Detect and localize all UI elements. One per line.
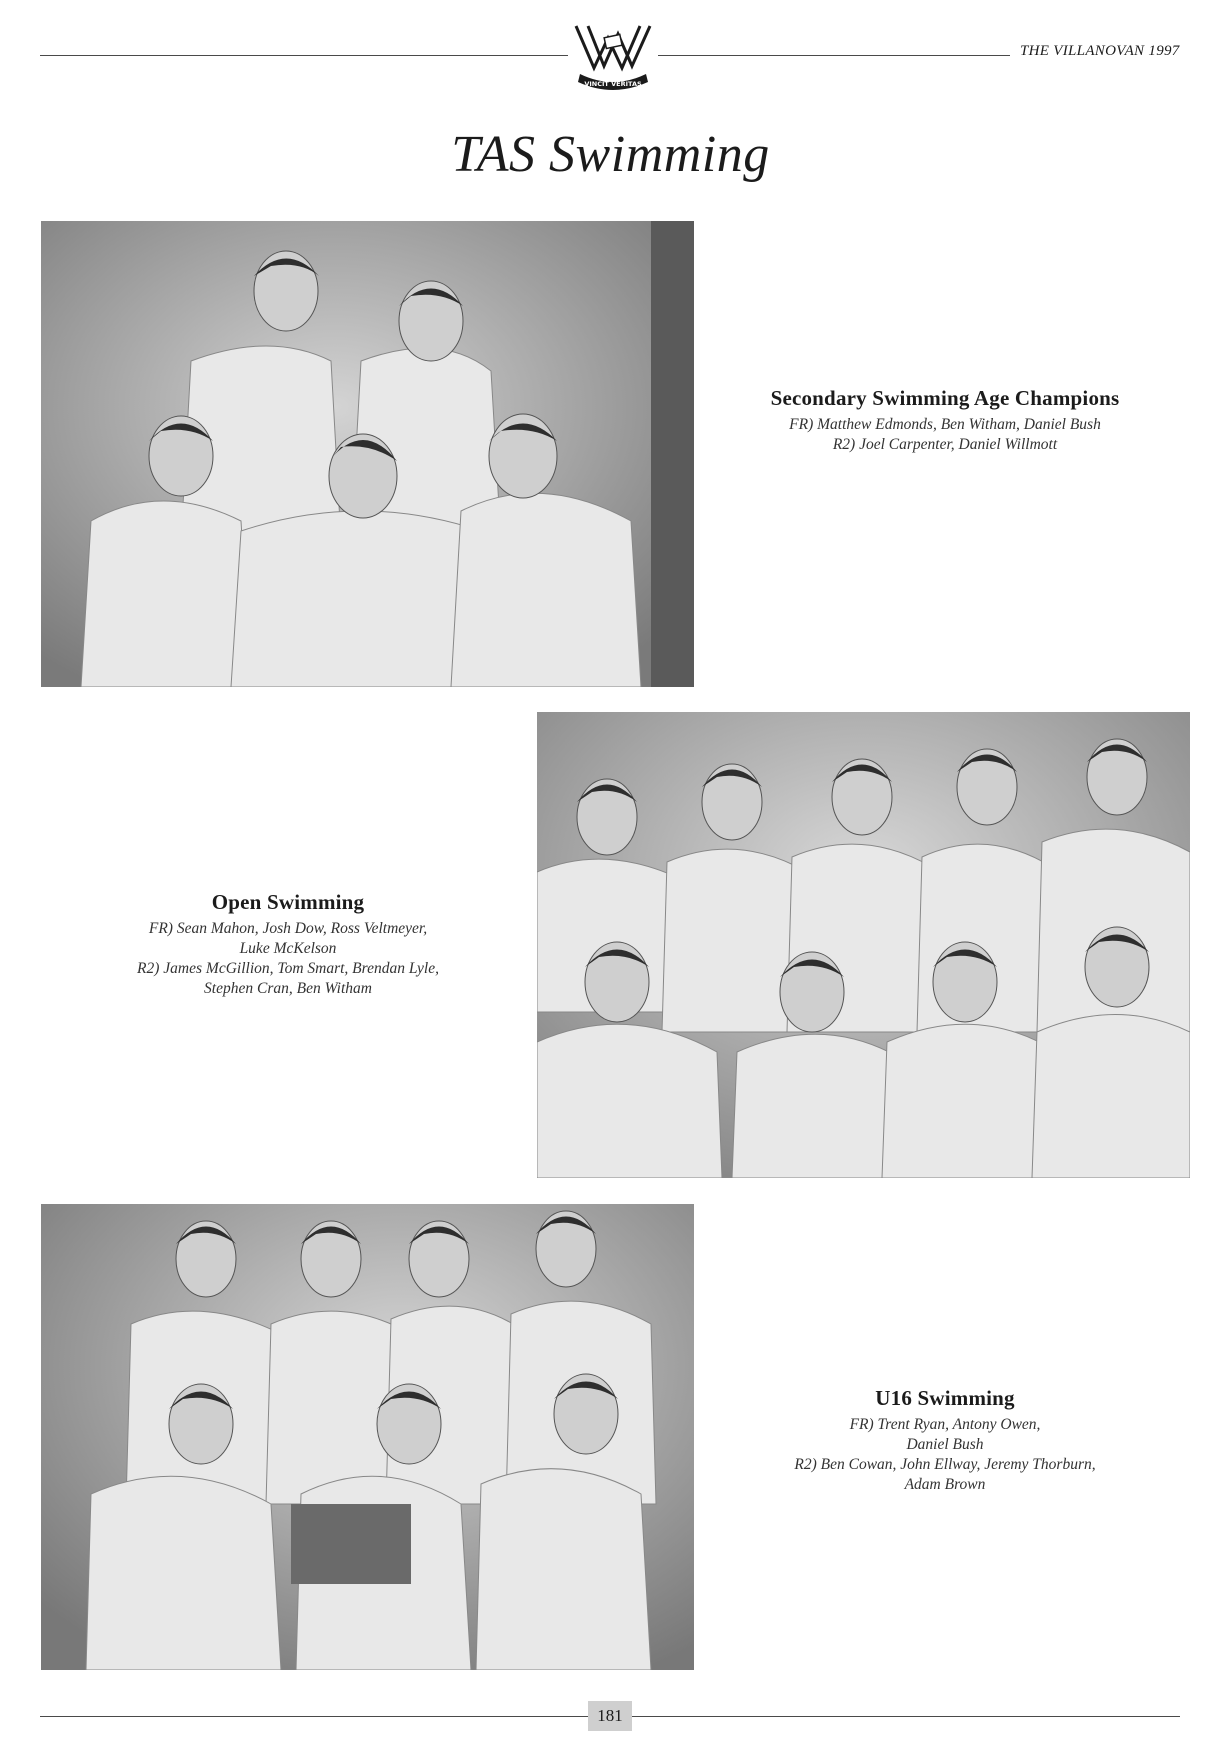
caption-line: R2) James McGillion, Tom Smart, Brendan Lyle,: [137, 960, 439, 977]
page-number: 181: [588, 1701, 632, 1731]
caption-line: FR) Sean Mahon, Josh Dow, Ross Veltmeyer,: [148, 920, 428, 937]
header-rule-left: [40, 55, 568, 56]
team-photo-open-swimming: [537, 712, 1190, 1178]
header-rule-right: [658, 55, 1010, 56]
caption-line: Luke McKelson: [239, 940, 337, 957]
caption-u16-swimming: [725, 1386, 1165, 1495]
caption-line: R2) Ben Cowan, John Ellway, Jeremy Thorburn,: [794, 1456, 1096, 1473]
page-title: TAS Swimming: [451, 126, 770, 183]
caption-line: Adam Brown: [904, 1476, 986, 1493]
caption-line: Daniel Bush: [906, 1436, 984, 1453]
team-photo-u16-swimming: [41, 1204, 694, 1670]
caption-line: FR) Matthew Edmonds, Ben Witham, Daniel Bush: [789, 416, 1101, 433]
footer-rule-left: [40, 1716, 588, 1717]
running-head: THE VILLANOVAN 1997: [1020, 43, 1180, 59]
school-crest-icon: [568, 16, 658, 96]
caption-title: Open Swimming: [211, 890, 365, 914]
caption-secondary-age-champions: [725, 386, 1165, 455]
caption-line: R2) Joel Carpenter, Daniel Willmott: [832, 436, 1058, 453]
team-photo-secondary-age-champions: [41, 221, 694, 687]
caption-open-swimming: [88, 890, 488, 999]
footer-rule-right: [632, 1716, 1180, 1717]
caption-title: U16 Swimming: [875, 1386, 1015, 1410]
caption-title: Secondary Swimming Age Champions: [770, 386, 1120, 410]
svg-text:VINCIT VERITAS: VINCIT VERITAS: [584, 80, 642, 88]
caption-line: Stephen Cran, Ben Witham: [204, 980, 372, 997]
caption-line: FR) Trent Ryan, Antony Owen,: [849, 1416, 1041, 1433]
